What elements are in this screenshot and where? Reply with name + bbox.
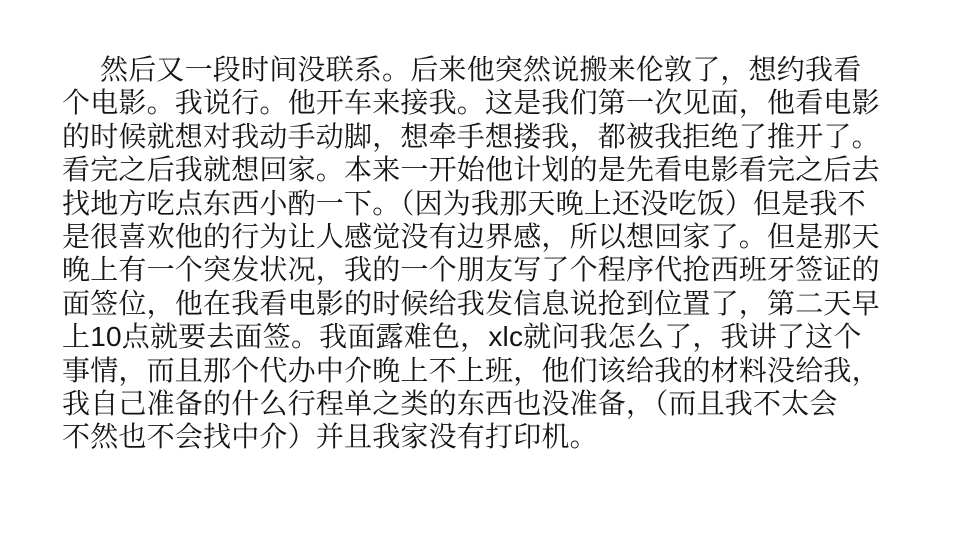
paragraph-line: 看完之后我就想回家。本来一开始他计划的是先看电影看完之后去 [62,154,880,186]
paragraph [62,53,932,454]
paragraph-line: 晚上有一个突发状况，我的一个朋友写了个程序代抢西班牙签证的 [62,254,880,286]
paragraph-line: 个电影。我说行。他开车来接我。这是我们第一次见面，他看电影 [62,87,880,119]
paragraph-line: 的时候就想对我动手动脚，想牵手想搂我，都被我拒绝了推开了。 [62,120,880,152]
paragraph-line: 事情，而且那个代办中介晚上不上班，他们该给我的材料没给我， [62,354,880,386]
paragraph-line: 是很喜欢他的行为让人感觉没有边界感，所以想回家了。但是那天 [62,221,880,253]
paragraph-line: 不然也不会找中介）并且我家没有打印机。 [62,421,598,453]
paragraph-line: 然后又一段时间没联系。后来他突然说搬来伦敦了，想约我看 [100,54,862,85]
paragraph-line: 找地方吃点东西小酌一下。（因为我那天晚上还没吃饭）但是我不 [62,187,866,219]
paragraph-line: 上10点就要去面签。我面露难色，xlc就问我怎么了，我讲了这个 [62,321,862,353]
paragraph-line: 面签位，他在我看电影的时候给我发信息说抢到位置了，第二天早 [62,287,880,319]
paragraph-line: 我自己准备的什么行程单之类的东西也没准备，（而且我不太会 [62,388,838,420]
